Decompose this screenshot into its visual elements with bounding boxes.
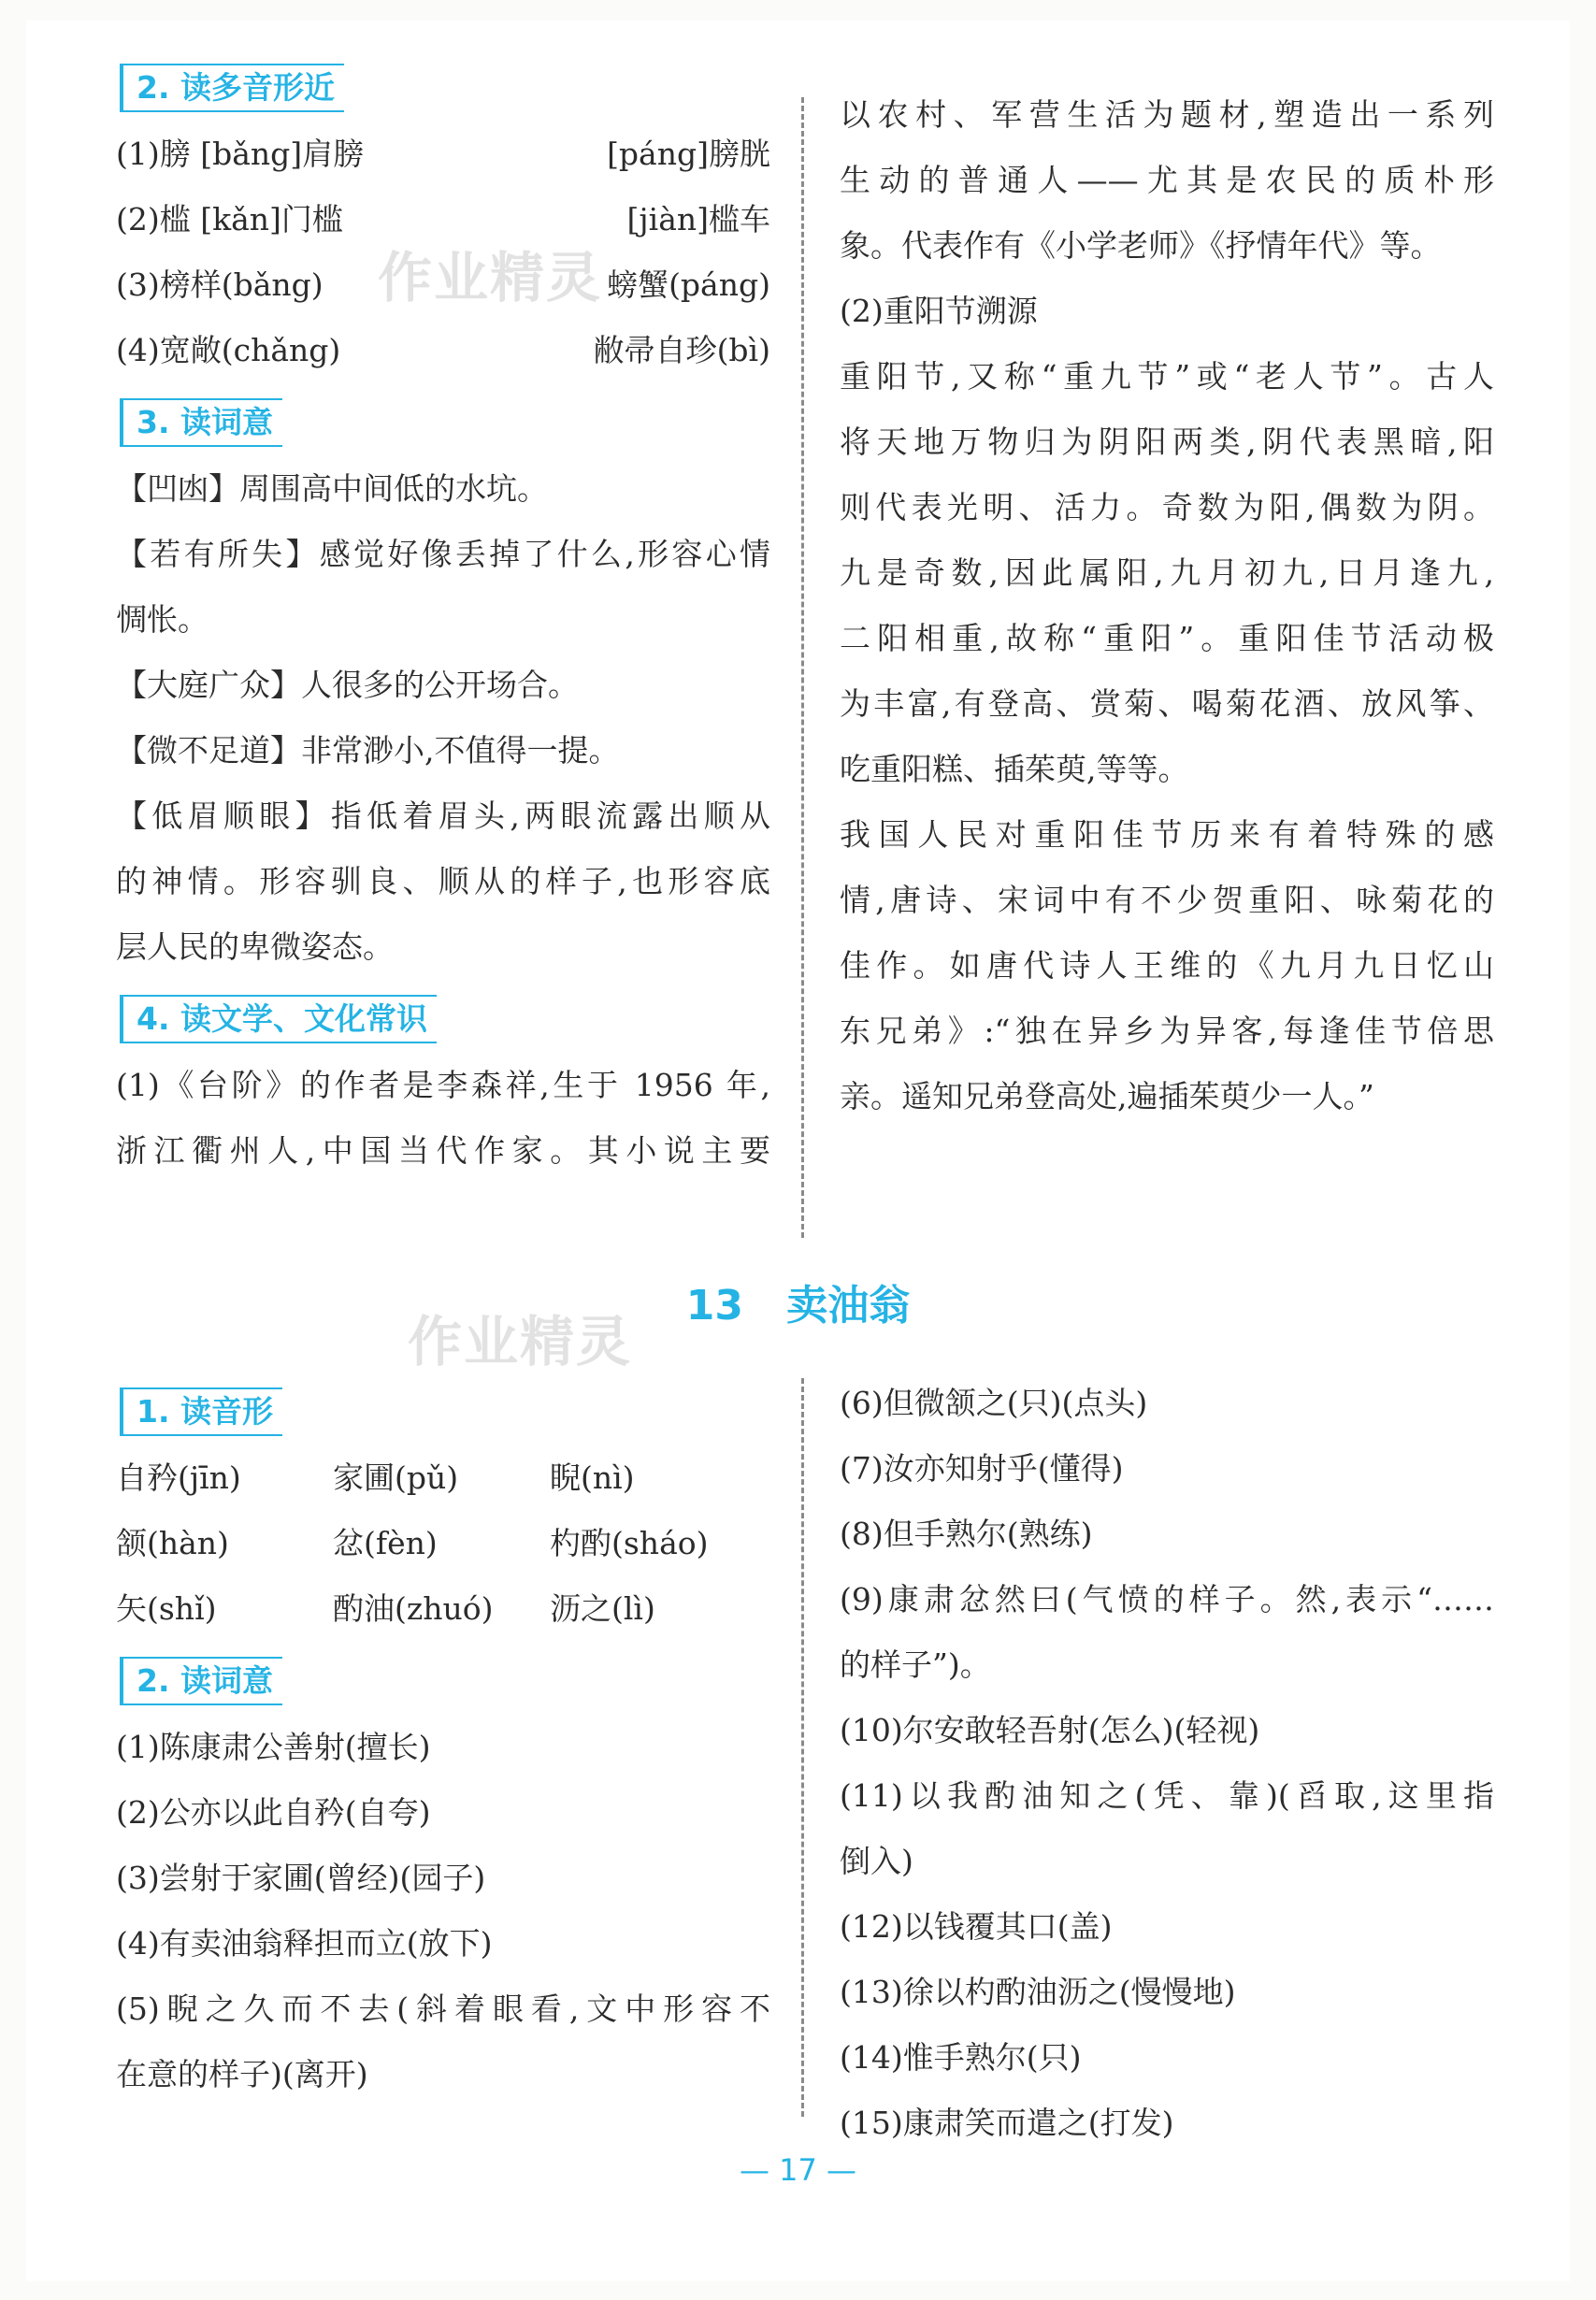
text-line: 东兄弟》:“独在异乡为异客,每逢佳节倍思 [840, 1013, 1494, 1049]
text-line: 情,唐诗、宋词中有不少贺重阳、咏菊花的 [840, 882, 1494, 918]
text-span: 2. 读多音形近 [120, 64, 344, 112]
text-span: 2. 读词意 [120, 1657, 282, 1705]
text-span: 螃蟹(páng) [607, 266, 770, 303]
text-span: 3. 读词意 [120, 398, 282, 447]
text-span: 家圃(pǔ) [333, 1459, 459, 1496]
text-line: (2)重阳节溯源 [840, 293, 1038, 329]
text-line: 层人民的卑微姿态。 [116, 928, 394, 965]
text-line: (4)有卖油翁释担而立(放下) [116, 1925, 493, 1962]
text-span: 忿(fèn) [333, 1525, 438, 1561]
text-span: [jiàn]槛车 [626, 201, 770, 237]
text-span: 杓酌(sháo) [550, 1525, 709, 1561]
bottom-right-column [840, 1371, 1494, 2156]
text-line: 倒入) [840, 1843, 913, 1879]
column-divider [801, 1378, 804, 2117]
section-heading [120, 1386, 770, 1438]
text-line: (13)徐以杓酌油沥之(慢慢地) [840, 1974, 1236, 2010]
text-span: (4)宽敞(chǎng) [116, 332, 341, 368]
section-heading [120, 62, 770, 114]
text-line: 浙江衢州人,中国当代作家。其小说主要 [116, 1132, 770, 1169]
lesson-name: 卖油翁 [786, 1282, 911, 1330]
text-line: (15)康肃笑而遣之(打发) [840, 2105, 1174, 2141]
yinxing-row [116, 1445, 770, 1511]
text-line: (8)但手熟尔(熟练) [840, 1516, 1093, 1552]
text-line: (10)尔安敢轻吾射(怎么)(轻视) [840, 1712, 1260, 1748]
bottom-left-column [116, 1373, 770, 2107]
text-line: 生动的普通人——尤其是农民的质朴形 [840, 162, 1494, 198]
text-span: 矢(shǐ) [116, 1590, 217, 1627]
text-line: 在意的样子)(离开) [116, 2056, 368, 2092]
text-span: (1)膀 [bǎng]肩膀 [116, 136, 365, 172]
text-line: 【微不足道】非常渺小,不值得一提。 [116, 732, 620, 769]
column-divider [801, 97, 804, 1238]
text-line: 的神情。形容驯良、顺从的样子,也形容底 [116, 863, 770, 899]
text-span: [páng]膀胱 [607, 136, 770, 172]
text-line: (5)睨之久而不去(斜着眼看,文中形容不 [116, 1991, 770, 2027]
text-line: 惆怅。 [116, 601, 208, 638]
text-line: 【凹凼】周围高中间低的水坑。 [116, 470, 548, 507]
watermark: 作业精灵 [408, 1310, 633, 1373]
section-heading [120, 396, 770, 449]
text-line: 佳作。如唐代诗人王维的《九月九日忆山 [840, 947, 1494, 984]
yinxing-row [116, 1511, 770, 1576]
text-line: 以农村、军营生活为题材,塑造出一系列 [840, 96, 1494, 133]
text-line: 则代表光明、活力。奇数为阳,偶数为阴。 [840, 489, 1494, 525]
text-span: 1. 读音形 [120, 1387, 282, 1436]
text-line: 二阳相重,故称“重阳”。重阳佳节活动极 [840, 620, 1494, 656]
lesson-number: 13 [685, 1282, 744, 1330]
watermark: 作业精灵 [378, 246, 603, 309]
text-line: (12)以钱覆其口(盖) [840, 1908, 1113, 1945]
top-right-column [840, 82, 1494, 1129]
text-span: (2)槛 [kǎn]门槛 [116, 201, 343, 237]
text-line: 【大庭广众】人很多的公开场合。 [116, 667, 579, 703]
text-line: 【若有所失】感觉好像丢掉了什么,形容心情 [116, 536, 770, 572]
page-number: — 17 — [739, 2152, 857, 2188]
text-span: 沥之(lì) [550, 1590, 655, 1627]
duoyin-row [116, 122, 770, 187]
text-span: 敝帚自珍(bì) [593, 332, 770, 368]
text-line: 吃重阳糕、插茱萸,等等。 [840, 751, 1189, 787]
text-line: (7)汝亦知射乎(懂得) [840, 1450, 1124, 1487]
text-span: (3)榜样(bǎng) [116, 266, 324, 303]
text-line: 【低眉顺眼】指低着眉头,两眼流露出顺从 [116, 798, 770, 834]
text-line: (11)以我酌油知之(凭、靠)(舀取,这里指 [840, 1777, 1494, 1814]
text-line: (3)尝射于家圃(曾经)(园子) [116, 1860, 486, 1896]
text-line: 重阳节,又称“重九节”或“老人节”。古人 [840, 358, 1494, 395]
text-span: 自矜(jīn) [116, 1459, 241, 1496]
text-line: (2)公亦以此自矜(自夸) [116, 1794, 431, 1831]
text-line: (1)《台阶》的作者是李森祥,生于 1956 年, [116, 1067, 770, 1103]
text-span: 4. 读文学、文化常识 [120, 995, 437, 1043]
section-heading [120, 1655, 770, 1707]
section-heading [120, 993, 770, 1045]
text-line: (6)但微颔之(只)(点头) [840, 1385, 1148, 1421]
text-line: 亲。遥知兄弟登高处,遍插茱萸少一人。” [840, 1078, 1374, 1114]
text-span: 颔(hàn) [116, 1525, 229, 1561]
text-span: 睨(nì) [550, 1459, 635, 1496]
text-line: (1)陈康肃公善射(擅长) [116, 1729, 431, 1765]
top-left-column [116, 49, 770, 1184]
text-line: 我国人民对重阳佳节历来有着特殊的感 [840, 816, 1494, 853]
duoyin-row [116, 318, 770, 383]
text-line: 的样子”)。 [840, 1646, 991, 1683]
lesson-title [0, 1272, 1596, 1346]
text-span: 酌油(zhuó) [333, 1590, 494, 1627]
text-line: 将天地万物归为阴阳两类,阴代表黑暗,阳 [840, 424, 1494, 460]
text-line: (9)康肃忿然曰(气愤的样子。然,表示“…… [840, 1581, 1494, 1617]
yinxing-row [116, 1576, 770, 1642]
text-line: 九是奇数,因此属阳,九月初九,日月逢九, [840, 554, 1494, 591]
text-line: (14)惟手熟尔(只) [840, 2039, 1082, 2076]
text-line: 为丰富,有登高、赏菊、喝菊花酒、放风筝、 [840, 685, 1494, 722]
text-line: 象。代表作有《小学老师》《抒情年代》等。 [840, 227, 1442, 264]
